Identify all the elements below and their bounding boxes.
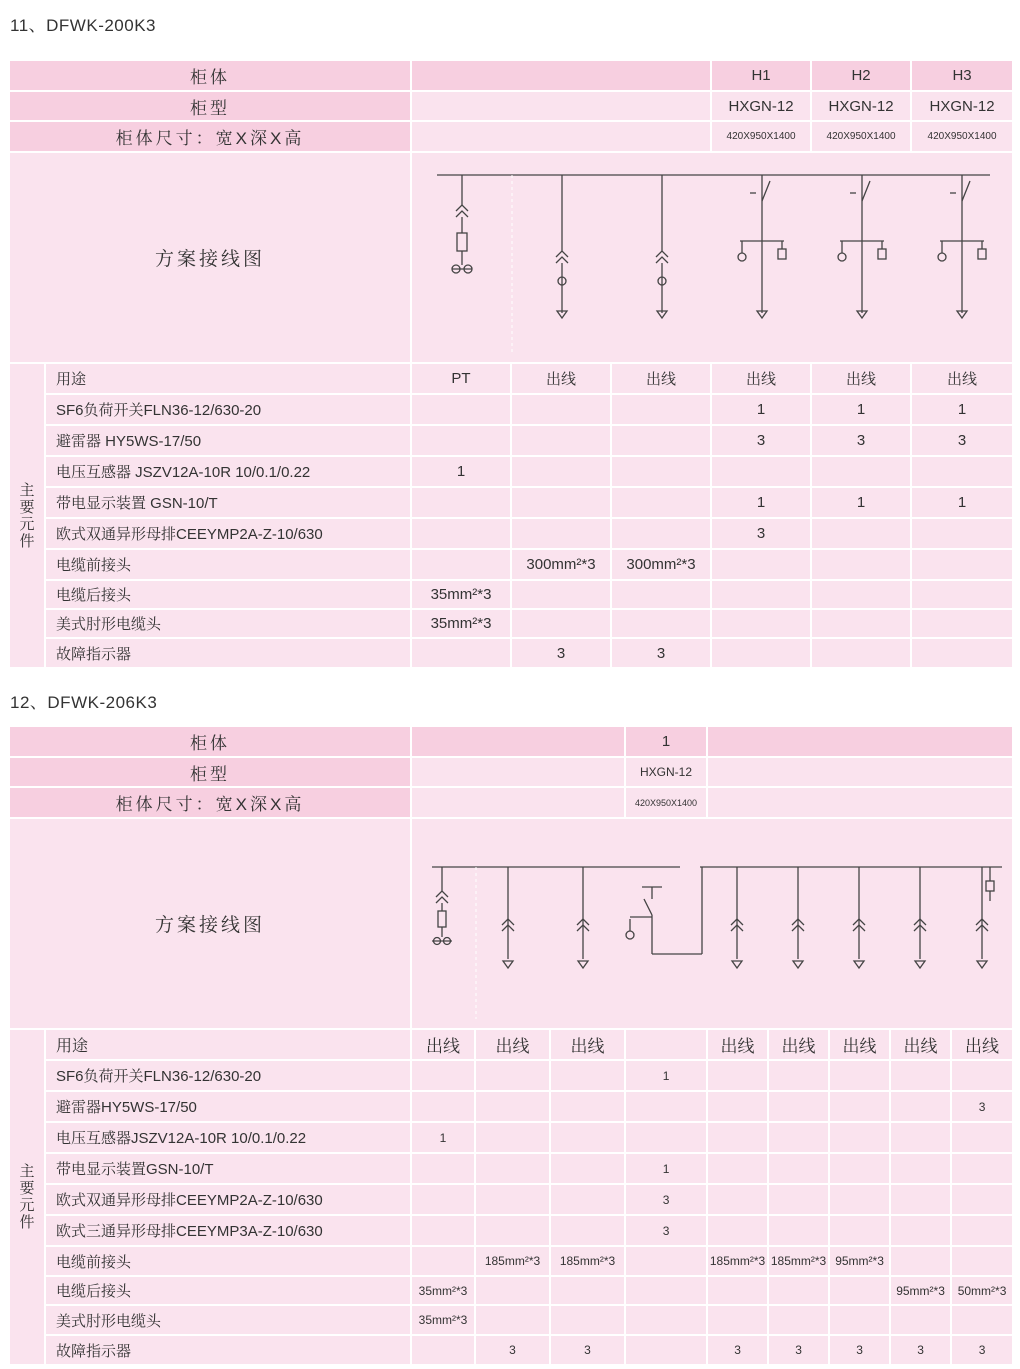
table-cell (625, 1305, 707, 1335)
table-cell: 3 (550, 1335, 625, 1365)
row-label: 故障指示器 (45, 1335, 411, 1365)
table-cell: 出线 (911, 363, 1013, 394)
outgoing-line-symbol-1 (502, 867, 514, 968)
row-label: SF6负荷开关FLN36-12/630-20 (45, 394, 411, 425)
row-label: 用途 (45, 363, 411, 394)
table-cell (511, 580, 611, 609)
table-cell: 3 (811, 425, 911, 456)
table-cell (711, 609, 811, 638)
row-label: 带电显示装置GSN-10/T (45, 1153, 411, 1184)
cabinet-type-h2: HXGN-12 (811, 91, 911, 121)
table-cell: 1 (711, 487, 811, 518)
table-cell (811, 609, 911, 638)
table-cell: 3 (711, 518, 811, 549)
table-cell: 185mm²*3 (707, 1246, 768, 1276)
outgoing-line-symbol-4 (792, 867, 804, 968)
table-cell: 35mm²*3 (411, 1305, 475, 1335)
table-cell: 出线 (890, 1029, 951, 1060)
table-cell: 出线 (511, 363, 611, 394)
table-cell: 3 (511, 638, 611, 668)
table-cell: 3 (951, 1091, 1013, 1122)
table-cell (707, 1060, 768, 1091)
table-cell (951, 1153, 1013, 1184)
table-cell (707, 1122, 768, 1153)
table-cell (475, 1215, 550, 1246)
table-cell (550, 1060, 625, 1091)
table-cell: 3 (829, 1335, 890, 1365)
table-cell (768, 1305, 829, 1335)
table-cell: 出线 (768, 1029, 829, 1060)
row-label: 美式肘形电缆头 (45, 609, 411, 638)
table-cell (611, 394, 711, 425)
table-cell (475, 1184, 550, 1215)
table-cell (890, 1215, 951, 1246)
table-cell: 1 (411, 456, 511, 487)
table-cell: 1 (625, 1153, 707, 1184)
table-cell (768, 1060, 829, 1091)
table-cell (550, 1305, 625, 1335)
table-cell (951, 1184, 1013, 1215)
table-cell (911, 549, 1013, 580)
row-label: SF6负荷开关FLN36-12/630-20 (45, 1060, 411, 1091)
table-cell (829, 1153, 890, 1184)
table-cell (475, 1122, 550, 1153)
table-cell (951, 1305, 1013, 1335)
table-cell (411, 1215, 475, 1246)
table-cell (625, 1091, 707, 1122)
table-cell (911, 456, 1013, 487)
table-cell: 出线 (811, 363, 911, 394)
table-cell (811, 518, 911, 549)
table-cell (811, 580, 911, 609)
table-cell: 50mm²*3 (951, 1276, 1013, 1305)
table-cell (625, 1276, 707, 1305)
table-cell (890, 1305, 951, 1335)
table-cell (768, 1091, 829, 1122)
table-cell (829, 1091, 890, 1122)
table-cell: 3 (711, 425, 811, 456)
table-cell: 3 (611, 638, 711, 668)
cabinet-name-1: 1 (625, 726, 707, 757)
header-blank (707, 787, 1013, 818)
table-cell (911, 638, 1013, 668)
header-blank (411, 757, 625, 787)
table-cell (550, 1122, 625, 1153)
table-cell (475, 1305, 550, 1335)
header-blank (411, 726, 625, 757)
table-cell (550, 1276, 625, 1305)
table-cell (911, 609, 1013, 638)
header-blank (707, 726, 1013, 757)
table-cell (890, 1246, 951, 1276)
table-cell: 185mm²*3 (768, 1246, 829, 1276)
table-cell (951, 1122, 1013, 1153)
table-cell (611, 487, 711, 518)
table-cell (611, 456, 711, 487)
table-cell: 1 (811, 487, 911, 518)
table-cell (511, 456, 611, 487)
table-cell (911, 580, 1013, 609)
table-cell: 35mm²*3 (411, 609, 511, 638)
table-cell: 出线 (829, 1029, 890, 1060)
table-cell: 3 (951, 1335, 1013, 1365)
table-cell (411, 394, 511, 425)
table-cell (829, 1305, 890, 1335)
outgoing-line-symbol-3 (731, 867, 743, 968)
table-cell: 出线 (951, 1029, 1013, 1060)
row-label: 电压互感器 JSZV12A-10R 10/0.1/0.22 (45, 456, 411, 487)
table-cell (811, 549, 911, 580)
table-cell (711, 638, 811, 668)
outgoing-line-symbol-7 (976, 867, 994, 968)
row-label: 电缆前接头 (45, 549, 411, 580)
load-switch-symbol-h3 (938, 175, 986, 318)
table-cell (707, 1215, 768, 1246)
table-cell: 35mm²*3 (411, 580, 511, 609)
main-components-label: 主 要 元 件 (9, 1029, 45, 1365)
row-label: 欧式双通异形母排CEEYMP2A-Z-10/630 (45, 1184, 411, 1215)
row-label: 避雷器 HY5WS-17/50 (45, 425, 411, 456)
table-cell: 300mm²*3 (511, 549, 611, 580)
wiring-diagram-label: 方案接线图 (9, 818, 411, 1029)
row-label: 电缆后接头 (45, 1276, 411, 1305)
table-cell (768, 1153, 829, 1184)
cabinet-size-h2: 420X950X1400 (811, 121, 911, 152)
row-label: 故障指示器 (45, 638, 411, 668)
table-cell: 95mm²*3 (890, 1276, 951, 1305)
header-cabinet-label: 柜体 (9, 60, 411, 91)
header-type-label: 柜型 (9, 757, 411, 787)
table-cell (951, 1246, 1013, 1276)
header-type-label: 柜型 (9, 91, 411, 121)
cabinet-name-h2: H2 (811, 60, 911, 91)
row-label: 避雷器HY5WS-17/50 (45, 1091, 411, 1122)
cabinet-name-h3: H3 (911, 60, 1013, 91)
table-cell: 1 (911, 394, 1013, 425)
table-cell (707, 1153, 768, 1184)
table-cell (829, 1060, 890, 1091)
table-cell: PT (411, 363, 511, 394)
table-cell: 185mm²*3 (475, 1246, 550, 1276)
table-cell (951, 1215, 1013, 1246)
table-cell: 出线 (411, 1029, 475, 1060)
table-cell (475, 1276, 550, 1305)
header-cabinet-label: 柜体 (9, 726, 411, 757)
row-label: 带电显示装置 GSN-10/T (45, 487, 411, 518)
table-cell: 1 (411, 1122, 475, 1153)
main-components-label: 主 要 元 件 (9, 363, 45, 668)
outgoing-line-symbol-2 (656, 175, 668, 318)
table-cell: 3 (475, 1335, 550, 1365)
table-cell: 95mm²*3 (829, 1246, 890, 1276)
wiring-diagram-cell (411, 152, 1013, 363)
row-label: 电缆前接头 (45, 1246, 411, 1276)
table-cell (411, 1091, 475, 1122)
wiring-diagram-cell (411, 818, 1013, 1029)
table-cell (768, 1215, 829, 1246)
table-cell (511, 425, 611, 456)
table-cell (890, 1153, 951, 1184)
table-cell (768, 1184, 829, 1215)
table-cell: 300mm²*3 (611, 549, 711, 580)
row-label: 欧式三通异形母排CEEYMP3A-Z-10/630 (45, 1215, 411, 1246)
table-cell (511, 609, 611, 638)
header-size-label: 柜体尺寸：宽X深X高 (9, 121, 411, 152)
table-cell (829, 1215, 890, 1246)
table-cell: 1 (711, 394, 811, 425)
table-cell (611, 580, 711, 609)
header-blank (411, 121, 711, 152)
table-cell (829, 1184, 890, 1215)
table-cell (550, 1091, 625, 1122)
spec-table-dfwk-206k3 (8, 725, 1014, 1366)
header-size-label: 柜体尺寸：宽X深X高 (9, 787, 411, 818)
header-blank (411, 60, 711, 91)
table-cell (550, 1153, 625, 1184)
table-cell: 3 (707, 1335, 768, 1365)
row-label: 用途 (45, 1029, 411, 1060)
table-cell (711, 456, 811, 487)
table-cell: 3 (890, 1335, 951, 1365)
cabinet-type-h1: HXGN-12 (711, 91, 811, 121)
load-switch-symbol-h1 (738, 175, 786, 318)
table-cell (411, 1335, 475, 1365)
cabinet-type-1: HXGN-12 (625, 757, 707, 787)
table-cell (768, 1122, 829, 1153)
row-label: 电压互感器JSZV12A-10R 10/0.1/0.22 (45, 1122, 411, 1153)
table-cell: 3 (625, 1215, 707, 1246)
table-cell: 1 (811, 394, 911, 425)
table-cell (811, 638, 911, 668)
table-cell (411, 549, 511, 580)
table-cell (550, 1184, 625, 1215)
table-cell (890, 1122, 951, 1153)
pt-cabinet-symbol (432, 867, 452, 945)
cabinet-size-1: 420X950X1400 (625, 787, 707, 818)
table-cell (911, 518, 1013, 549)
header-blank (707, 757, 1013, 787)
table-cell: 出线 (707, 1029, 768, 1060)
table-cell (475, 1060, 550, 1091)
table-cell (511, 518, 611, 549)
table-cell (768, 1276, 829, 1305)
table-cell: 3 (911, 425, 1013, 456)
header-blank (411, 91, 711, 121)
table-cell (511, 394, 611, 425)
section-title-dfwk-206k3: 12、DFWK-206K3 (10, 693, 158, 712)
table-cell (811, 456, 911, 487)
cabinet-name-h1: H1 (711, 60, 811, 91)
table-cell: 3 (625, 1184, 707, 1215)
table-cell: 出线 (611, 363, 711, 394)
table-cell (411, 425, 511, 456)
table-cell (707, 1184, 768, 1215)
table-cell (611, 609, 711, 638)
table-cell (890, 1184, 951, 1215)
header-blank (411, 787, 625, 818)
table-cell: 出线 (711, 363, 811, 394)
table-cell (625, 1029, 707, 1060)
table-cell (411, 487, 511, 518)
table-cell: 185mm²*3 (550, 1246, 625, 1276)
table-cell (611, 518, 711, 549)
table-cell (707, 1091, 768, 1122)
table-cell (707, 1276, 768, 1305)
table-cell (625, 1335, 707, 1365)
table-cell: 出线 (475, 1029, 550, 1060)
table-cell (611, 425, 711, 456)
table-cell: 1 (911, 487, 1013, 518)
cabinet-size-h3: 420X950X1400 (911, 121, 1013, 152)
table-cell (829, 1122, 890, 1153)
cabinet-type-h3: HXGN-12 (911, 91, 1013, 121)
table-cell (707, 1305, 768, 1335)
table-cell (411, 638, 511, 668)
table-cell (625, 1122, 707, 1153)
table-cell: 1 (625, 1060, 707, 1091)
wiring-diagram-2 (412, 819, 1012, 1024)
table-cell (890, 1091, 951, 1122)
spec-table-dfwk-200k3 (8, 59, 1014, 669)
wiring-diagram-1 (412, 153, 1012, 358)
outgoing-line-symbol-2 (577, 867, 589, 968)
cabinet-size-h1: 420X950X1400 (711, 121, 811, 152)
load-switch-symbol-1 (626, 867, 702, 954)
table-cell (411, 1153, 475, 1184)
table-cell (411, 1060, 475, 1091)
table-cell (511, 487, 611, 518)
table-cell (475, 1153, 550, 1184)
table-cell (411, 1184, 475, 1215)
wiring-diagram-label: 方案接线图 (9, 152, 411, 363)
pt-cabinet-symbol (452, 175, 472, 273)
table-cell (829, 1276, 890, 1305)
table-cell: 35mm²*3 (411, 1276, 475, 1305)
outgoing-line-symbol-6 (914, 867, 926, 968)
table-cell: 3 (768, 1335, 829, 1365)
row-label: 欧式双通异形母排CEEYMP2A-Z-10/630 (45, 518, 411, 549)
table-cell (711, 580, 811, 609)
row-label: 美式肘形电缆头 (45, 1305, 411, 1335)
table-cell (411, 1246, 475, 1276)
load-switch-symbol-h2 (838, 175, 886, 318)
table-cell (411, 518, 511, 549)
table-cell (625, 1246, 707, 1276)
table-cell (550, 1215, 625, 1246)
row-label: 电缆后接头 (45, 580, 411, 609)
table-cell (475, 1091, 550, 1122)
section-title-dfwk-200k3: 11、DFWK-200K3 (10, 16, 157, 35)
table-cell (890, 1060, 951, 1091)
table-cell (951, 1060, 1013, 1091)
table-cell: 出线 (550, 1029, 625, 1060)
outgoing-line-symbol-5 (853, 867, 865, 968)
table-cell (711, 549, 811, 580)
outgoing-line-symbol-1 (556, 175, 568, 318)
